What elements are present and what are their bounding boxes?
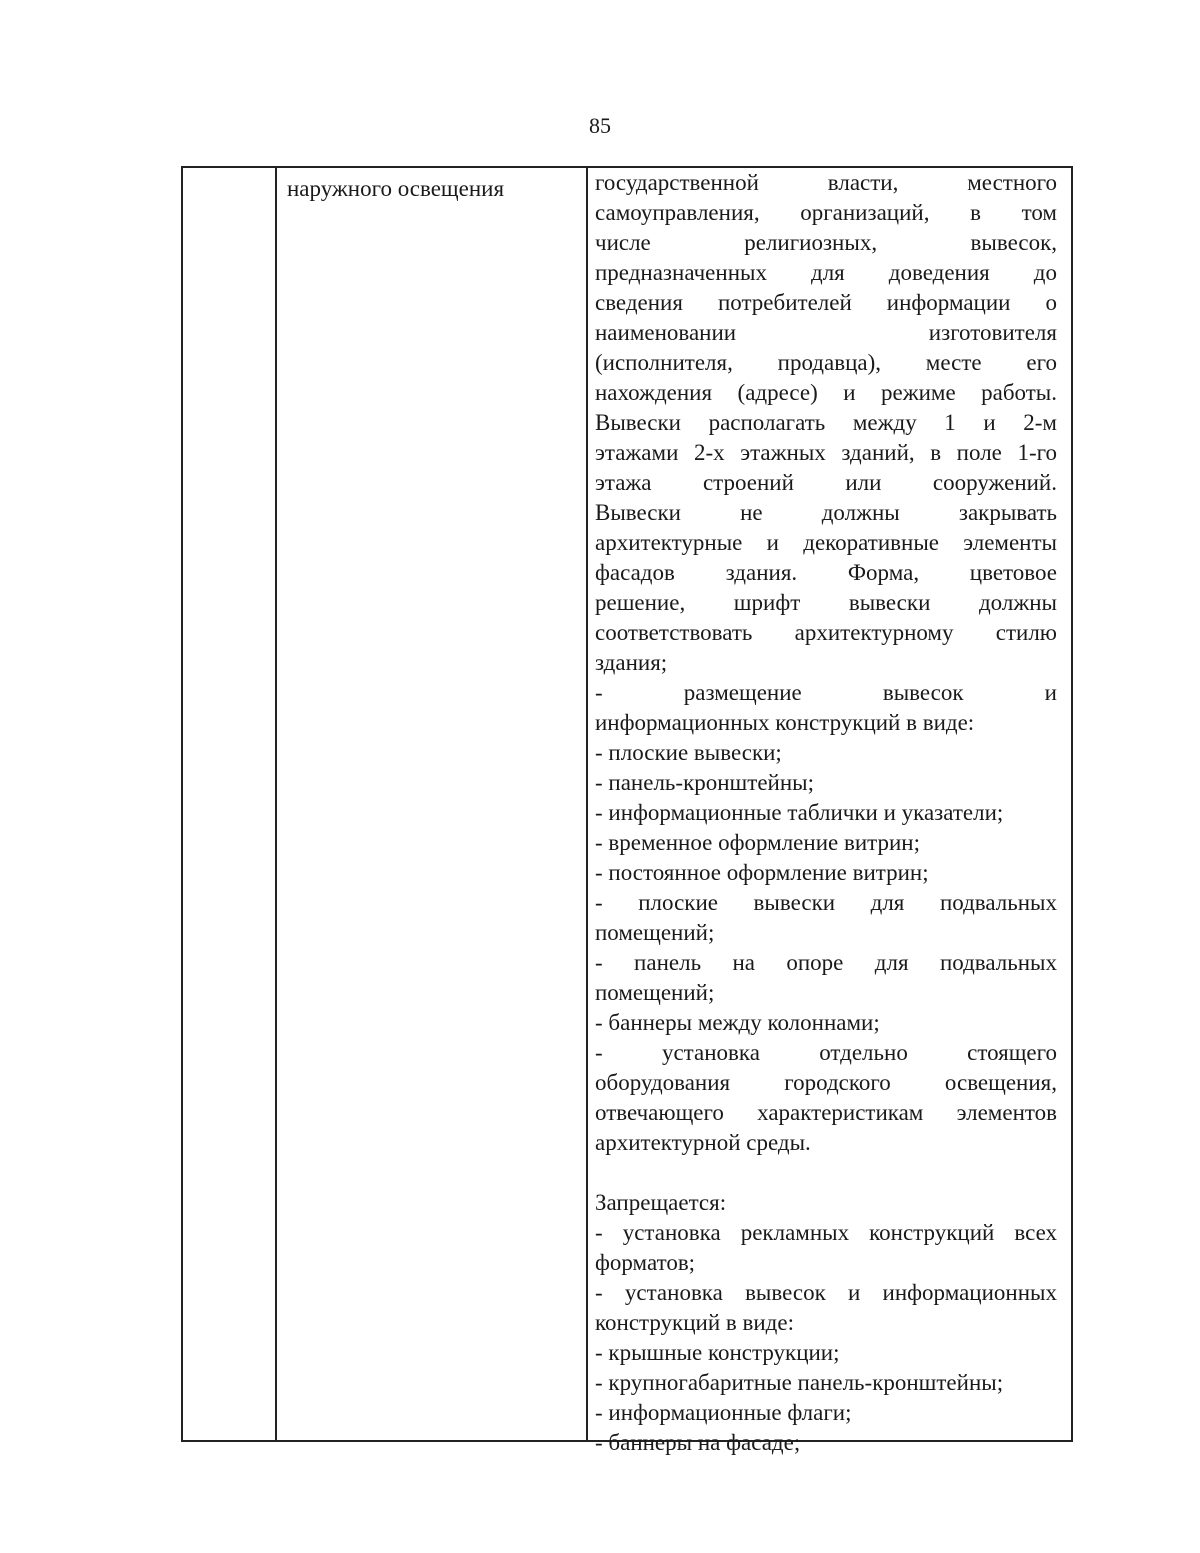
text-line: этажами 2-х этажных зданий, в поле 1-го [595, 440, 1057, 465]
text-line: государственной власти, местного [595, 170, 1057, 195]
text-line: Вывески не должны закрывать [595, 500, 1057, 525]
column-divider-2 [586, 168, 588, 1440]
page-number: 85 [589, 113, 611, 138]
cell-name-text: наружного освещения [287, 176, 505, 201]
text-line: Запрещается: [595, 1190, 727, 1215]
text-line: соответствовать архитектурному стилю [595, 620, 1057, 645]
text-line: - информационные флаги; [595, 1400, 852, 1425]
text-line: - панель-кронштейны; [595, 770, 814, 795]
text-line: помещений; [595, 980, 715, 1005]
text-line: конструкций в виде: [595, 1310, 794, 1335]
text-line: форматов; [595, 1250, 696, 1275]
text-line: - крышные конструкции; [595, 1340, 840, 1365]
text-line: сведения потребителей информации о [595, 290, 1057, 315]
table-cell-name [275, 174, 587, 204]
text-line: отвечающего характеристикам элементов [595, 1100, 1057, 1125]
text-line: (исполнителя, продавца), месте его [595, 350, 1057, 375]
text-line: - информационные таблички и указатели; [595, 800, 1004, 825]
text-line: - баннеры между колоннами; [595, 1010, 880, 1035]
text-line: помещений; [595, 920, 715, 945]
text-line: оборудования городского освещения, [595, 1070, 1057, 1095]
text-line: архитектурной среды. [595, 1130, 811, 1155]
text-line: Вывески располагать между 1 и 2-м [595, 410, 1057, 435]
text-line: - постоянное оформление витрин; [595, 860, 929, 885]
blank-line [595, 1158, 1057, 1188]
text-line: - установка вывесок и информационных [595, 1280, 1057, 1305]
text-line: здания; [595, 650, 668, 675]
text-line: - баннеры на фасаде; [595, 1430, 801, 1455]
text-line: - временное оформление витрин; [595, 830, 920, 855]
text-line: - установка рекламных конструкций всех [595, 1220, 1057, 1245]
text-line: архитектурные и декоративные элементы [595, 530, 1057, 555]
text-line: - плоские вывески; [595, 740, 782, 765]
text-line: - крупногабаритные панель-кронштейны; [595, 1370, 1004, 1395]
text-line: фасадов здания. Форма, цветовое [595, 560, 1057, 585]
text-line: - размещение вывесок и [595, 680, 1057, 705]
text-line: числе религиозных, вывесок, [595, 230, 1057, 255]
text-line: предназначенных для доведения до [595, 260, 1057, 285]
text-line: наименовании изготовителя [595, 320, 1057, 345]
document-table [181, 166, 1073, 1455]
text-line: нахождения (адресе) и режиме работы. [595, 380, 1057, 405]
text-line: этажа строений или сооружений. [595, 470, 1057, 495]
text-line: - установка отдельно стоящего [595, 1040, 1057, 1065]
text-line: - плоские вывески для подвальных [595, 890, 1057, 915]
text-line: информационных конструкций в виде: [595, 710, 975, 735]
text-line: решение, шрифт вывески должны [595, 590, 1057, 615]
text-line: самоуправления, организаций, в том [595, 200, 1057, 225]
text-line: - панель на опоре для подвальных [595, 950, 1057, 975]
table-cell-requirements [593, 168, 1057, 1458]
column-divider-1 [275, 168, 277, 1440]
